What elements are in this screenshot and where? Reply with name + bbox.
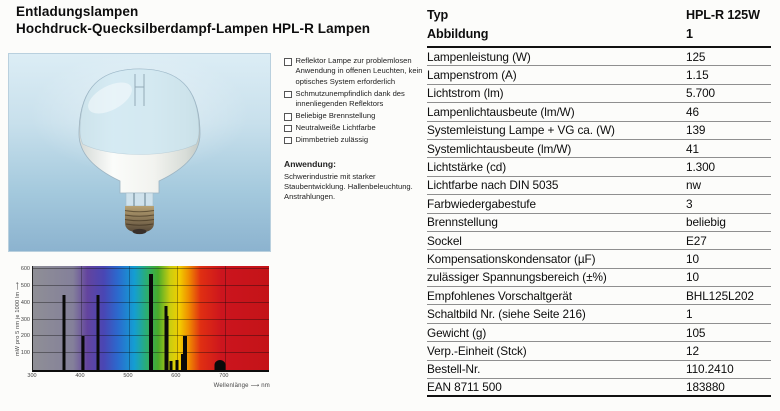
row-value: 46 (686, 104, 699, 119)
spectral-line (183, 336, 187, 370)
header-value: 1 (686, 27, 693, 41)
row-label: Empfohlenes Vorschaltgerät (427, 288, 572, 303)
row-label: Lampenleistung (W) (427, 49, 531, 64)
row-label: Lichtstrom (lm) (427, 86, 504, 101)
row-label: EAN 8711 500 (427, 380, 502, 395)
row-label: Farbwiedergabestufe (427, 196, 536, 211)
checkbox-icon (284, 113, 292, 121)
table-row (427, 195, 771, 213)
spectral-line (166, 316, 169, 370)
reflector-lamp-illustration (9, 54, 272, 253)
row-label: Lampenlichtausbeute (lm/W) (427, 104, 575, 119)
row-label: Lichtstärke (cd) (427, 160, 507, 175)
table-row (427, 305, 771, 323)
row-value: 41 (686, 141, 699, 156)
y-tick-label: 200 (20, 333, 30, 340)
feature-text: Schmutzunempfindlich dank des innenliegenden Reflektors (295, 88, 405, 109)
y-tick-label: 600 (20, 266, 30, 273)
row-label: Verp.-Einheit (Stck) (427, 343, 527, 358)
feature-text: Neutralweiße Lichtfarbe (295, 122, 376, 132)
table-row (427, 140, 771, 158)
application-heading: Anwendung: (284, 159, 337, 169)
checkbox-icon (284, 58, 292, 66)
application-section (284, 159, 422, 202)
table-row (427, 324, 771, 342)
title-line-1: Entladungslampen (16, 4, 139, 19)
spectral-line (170, 361, 173, 370)
y-tick-label: 400 (20, 299, 30, 306)
table-row (427, 250, 771, 268)
row-value: 139 (686, 123, 706, 138)
feature-list (284, 56, 425, 147)
spectral-line (97, 295, 100, 370)
table-row (427, 214, 771, 232)
header-label: Typ (427, 8, 449, 22)
x-tick-label: 700 (219, 373, 229, 379)
row-value: 10 (686, 270, 699, 285)
spectral-line (149, 274, 153, 370)
spectrum-plot (32, 266, 269, 372)
y-tick-label: 100 (20, 350, 30, 357)
row-label: Gewicht (g) (427, 325, 487, 340)
table-row (427, 379, 771, 397)
row-value: 105 (686, 325, 706, 340)
row-value: 1 (686, 307, 693, 322)
table-row (427, 342, 771, 360)
checkbox-icon (284, 125, 292, 133)
y-tick-label: 500 (20, 283, 30, 290)
row-value: nw (686, 178, 701, 193)
gridline-vertical (225, 266, 226, 370)
gridline-vertical (129, 266, 130, 370)
x-axis-label: Wellenlänge ⟶ nm (213, 383, 270, 389)
row-label: Sockel (427, 233, 462, 248)
table-row (427, 177, 771, 195)
page-title (16, 3, 370, 37)
row-value: 183880 (686, 380, 725, 395)
table-row (427, 269, 771, 287)
table-row (427, 158, 771, 176)
row-value: 5.700 (686, 86, 716, 101)
row-value: 3 (686, 196, 693, 211)
header-value: HPL-R 125W (686, 8, 760, 22)
feature-item (284, 56, 425, 87)
row-value: 10 (686, 251, 699, 266)
row-label: Systemleistung Lampe + VG ca. (W) (427, 123, 615, 138)
feature-text: Dimmbetrieb zulässig (295, 134, 369, 144)
spectral-line (82, 336, 85, 370)
spectrum-chart (14, 258, 276, 398)
x-tick-label: 400 (75, 373, 85, 379)
row-label: Systemlichtausbeute (lm/W) (427, 141, 572, 156)
spec-table-header (427, 8, 771, 48)
application-text: Schwerindustrie mit starker Staubentwicklung. Hallenbeleuchtung. Anstrahlungen. (284, 172, 413, 201)
row-label: Brennstellung (427, 215, 498, 230)
checkbox-icon (284, 137, 292, 145)
spectral-line (63, 295, 66, 370)
checkbox-icon (284, 91, 292, 99)
y-tick-label: 300 (20, 316, 30, 323)
row-label: zulässiger Spannungsbereich (±%) (427, 270, 607, 285)
row-value: 1.15 (686, 68, 709, 83)
row-value: 125 (686, 49, 706, 64)
lamp-photo (8, 53, 271, 252)
row-value: E27 (686, 233, 707, 248)
header-label: Abbildung (427, 27, 489, 41)
header-row-typ (427, 8, 771, 27)
title-line-2: Hochdruck-Quecksilberdampf-Lampen HPL-R Lampen (16, 21, 371, 36)
gridline-horizontal (33, 268, 269, 269)
row-value: 110.2410 (686, 362, 734, 377)
row-label: Lampenstrom (A) (427, 68, 517, 83)
spectral-line (175, 360, 178, 370)
row-value: 1.300 (686, 160, 716, 175)
x-tick-label: 300 (27, 373, 37, 379)
feature-item (284, 89, 425, 110)
table-row (427, 232, 771, 250)
gridline-vertical (177, 266, 178, 370)
spec-table-body (427, 48, 771, 397)
feature-item (284, 135, 425, 145)
row-value: 12 (686, 343, 699, 358)
feature-item (284, 111, 425, 121)
table-row (427, 85, 771, 103)
feature-text: Beliebige Brennstellung (295, 111, 376, 121)
spec-table (427, 8, 771, 397)
row-value: BHL125L202 (686, 288, 754, 303)
spectral-line (215, 360, 226, 370)
table-row (427, 122, 771, 140)
feature-text: Reflektor Lampe zur problemlosen Anwendung in offenen Leuchten, kein optisches System erforderlich (295, 56, 423, 86)
x-tick-label: 500 (123, 373, 133, 379)
table-row (427, 361, 771, 379)
x-tick-label: 600 (171, 373, 181, 379)
row-label: Lichtfarbe nach DIN 5035 (427, 178, 559, 193)
table-row (427, 66, 771, 84)
row-label: Schaltbild Nr. (siehe Seite 216) (427, 307, 586, 322)
row-label: Bestell-Nr. (427, 362, 481, 377)
table-row (427, 103, 771, 121)
table-row (427, 48, 771, 66)
table-row (427, 287, 771, 305)
row-value: beliebig (686, 215, 726, 230)
y-axis-label: mW pro 5 nm je 1000 lm ⟶ (15, 281, 21, 357)
header-row-abbildung (427, 27, 771, 46)
feature-item (284, 123, 425, 133)
row-label: Kompensationskondensator (µF) (427, 251, 596, 266)
